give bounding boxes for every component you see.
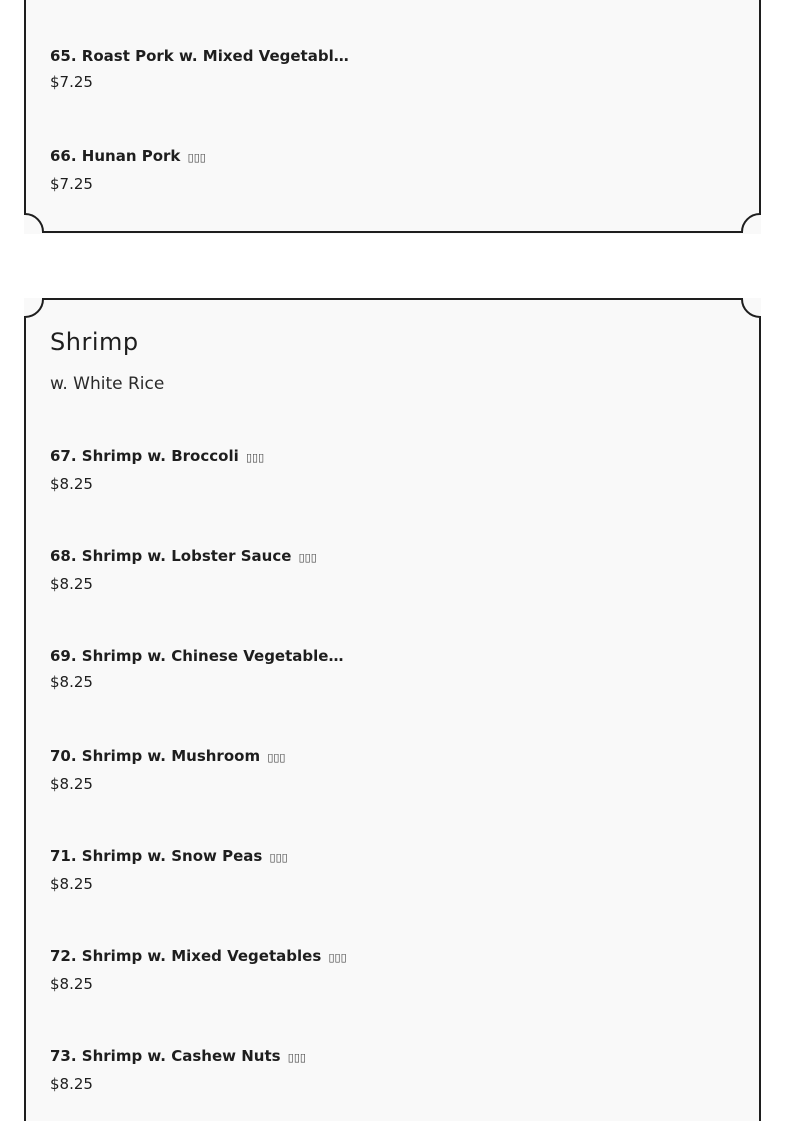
- menu-item-price: $8.25: [50, 875, 93, 893]
- section-subtitle: w. White Rice: [50, 374, 165, 394]
- menu-item-price: $7.25: [50, 73, 93, 91]
- menu-item-name: 69. Shrimp w. Chinese Vegetable…: [50, 647, 344, 665]
- menu-item[interactable]: [50, 146, 370, 194]
- menu-item-name: 67. Shrimp w. Broccoli ▯▯▯: [50, 447, 265, 465]
- menu-item-price: $8.25: [50, 1075, 93, 1093]
- menu-item-name: 71. Shrimp w. Snow Peas ▯▯▯: [50, 847, 288, 865]
- section-title: Shrimp: [50, 328, 139, 356]
- menu-item-price: $8.25: [50, 673, 93, 691]
- menu-item[interactable]: [50, 46, 370, 92]
- menu-item-name: 72. Shrimp w. Mixed Vegetables ▯▯▯: [50, 947, 347, 965]
- menu-item[interactable]: [50, 646, 370, 692]
- menu-item[interactable]: [50, 746, 370, 794]
- menu-item-name: 70. Shrimp w. Mushroom ▯▯▯: [50, 747, 286, 765]
- menu-item-price: $8.25: [50, 475, 93, 493]
- card-border: [24, 298, 761, 1121]
- menu-item-price: $8.25: [50, 575, 93, 593]
- menu-item[interactable]: [50, 846, 370, 894]
- menu-item-name: 68. Shrimp w. Lobster Sauce ▯▯▯: [50, 547, 317, 565]
- menu-item-name: 66. Hunan Pork ▯▯▯: [50, 147, 206, 165]
- menu-section-card-shrimp: [24, 298, 761, 1121]
- menu-item[interactable]: [50, 1046, 370, 1094]
- menu-item[interactable]: [50, 446, 370, 494]
- card-border: [24, 0, 761, 234]
- menu-item-price: $8.25: [50, 975, 93, 993]
- menu-item[interactable]: [50, 946, 370, 994]
- menu-item-price: $8.25: [50, 775, 93, 793]
- menu-section-card-previous: [24, 0, 761, 234]
- menu-item-price: $7.25: [50, 175, 93, 193]
- menu-item[interactable]: [50, 546, 370, 594]
- menu-item-name: 73. Shrimp w. Cashew Nuts ▯▯▯: [50, 1047, 306, 1065]
- menu-item-name: 65. Roast Pork w. Mixed Vegetabl…: [50, 47, 349, 65]
